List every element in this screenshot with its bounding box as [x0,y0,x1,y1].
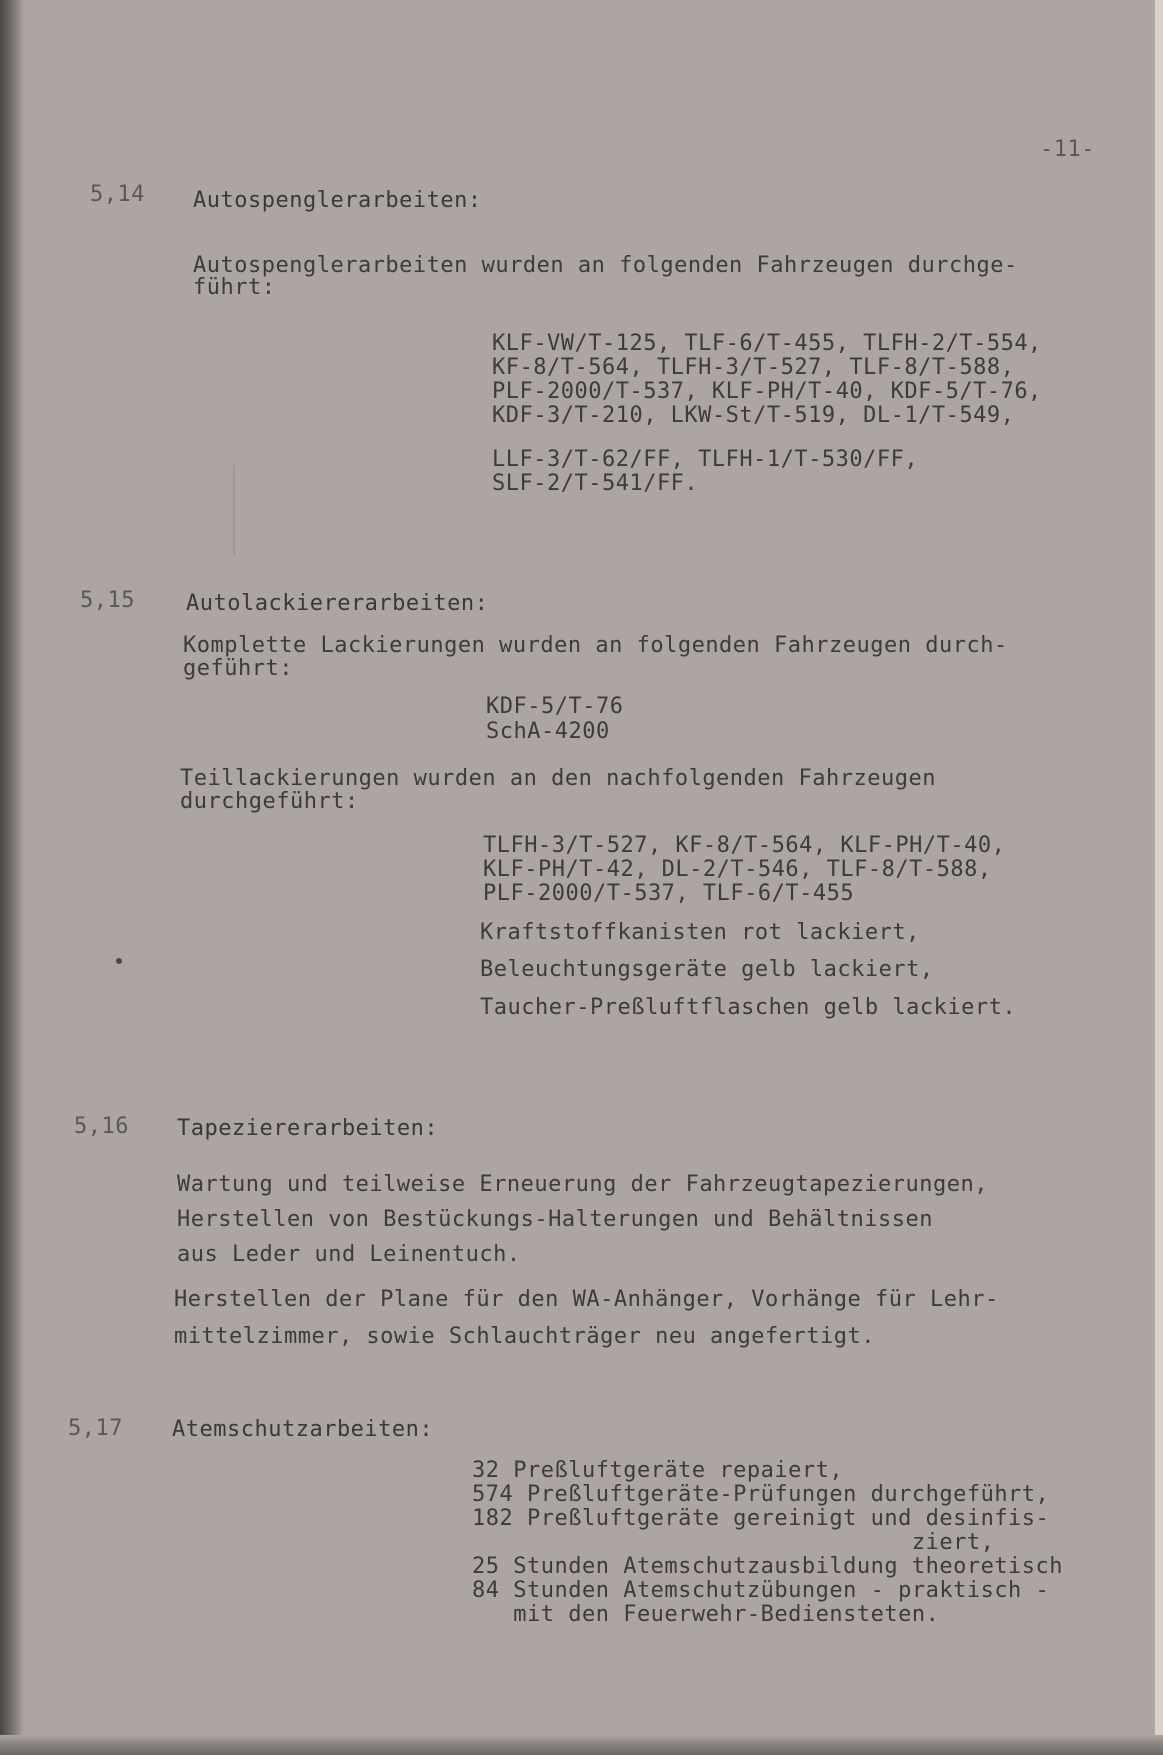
section-number: 5,14 [90,182,145,207]
section-heading: Tapeziererarbeiten: [177,1116,439,1141]
paper-mark [116,958,122,964]
page-number: -11- [1040,137,1095,162]
partial-intro: Teillackierungen wurden an den nachfolgenden Fahrzeugen durchgeführt: [180,766,936,814]
partial-vehicle-list: TLFH-3/T-527, KF-8/T-564, KLF-PH/T-40, KLF-PH/T-42, DL-2/T-546, TLF-8/T-588, PLF-2000/T-537, TLF-6/T-455 [483,833,1006,906]
paint-note: Beleuchtungsgeräte gelb lackiert, [480,957,934,982]
binding-edge [0,0,24,1755]
paint-note: Kraftstoffkanisten rot lackiert, [480,920,920,945]
section-heading: Autospenglerarbeiten: [193,188,482,213]
vehicle-list: KLF-VW/T-125, TLF-6/T-455, TLFH-2/T-554, KF-8/T-564, TLFH-3/T-527, TLF-8/T-588, PLF-2000/T-537, KLF-PH/T-40, KDF-5/T-76, KDF-3/T-210, LKW-St/T-519, DL-1/T-549, [492,331,1042,428]
section-heading: Autolackiererarbeiten: [186,591,489,616]
section-number: 5,15 [80,588,135,613]
paper-mark [233,465,235,555]
scan-margin [1155,0,1163,1755]
section-intro: Autospenglerarbeiten wurden an folgenden Fahrzeugen durchge- führt: [193,253,1018,300]
section-number: 5,17 [68,1416,123,1441]
section-text: Wartung und teilweise Erneuerung der Fahrzeugtapezierungen, Herstellen von Bestückungs-Halterungen und Behältnissen aus Leder und Leinentuch. [177,1172,988,1267]
section-number: 5,16 [74,1114,129,1139]
section-text: Herstellen der Plane für den WA-Anhänger, Vorhänge für Lehr- mittelzimmer, sowie Schlauchträger neu angefertigt. [174,1287,999,1349]
section-intro: Komplette Lackierungen wurden an folgenden Fahrzeugen durch- geführt: [183,633,1008,681]
breathing-protection-list: 32 Preßluftgeräte repaiert, 574 Preßluftgeräte-Prüfungen durchgeführt, 182 Preßluftgeräte gereinigt und desinfis- ziert, 25 Stunden Atemschutzausbildung theoretisch 84 Stunden Atemschutzübungen - praktisch - mit den Feuerwehr-Bediensteten. [472,1458,1064,1627]
paint-note: Taucher-Preßluftflaschen gelb lackiert. [480,995,1017,1020]
vehicle-list-ff: LLF-3/T-62/FF, TLFH-1/T-530/FF, SLF-2/T-541/FF. [492,447,919,496]
scan-bottom-edge [0,1735,1163,1755]
vehicle-list: KDF-5/T-76 SchA-4200 [486,694,624,744]
section-heading: Atemschutzarbeiten: [172,1417,434,1442]
